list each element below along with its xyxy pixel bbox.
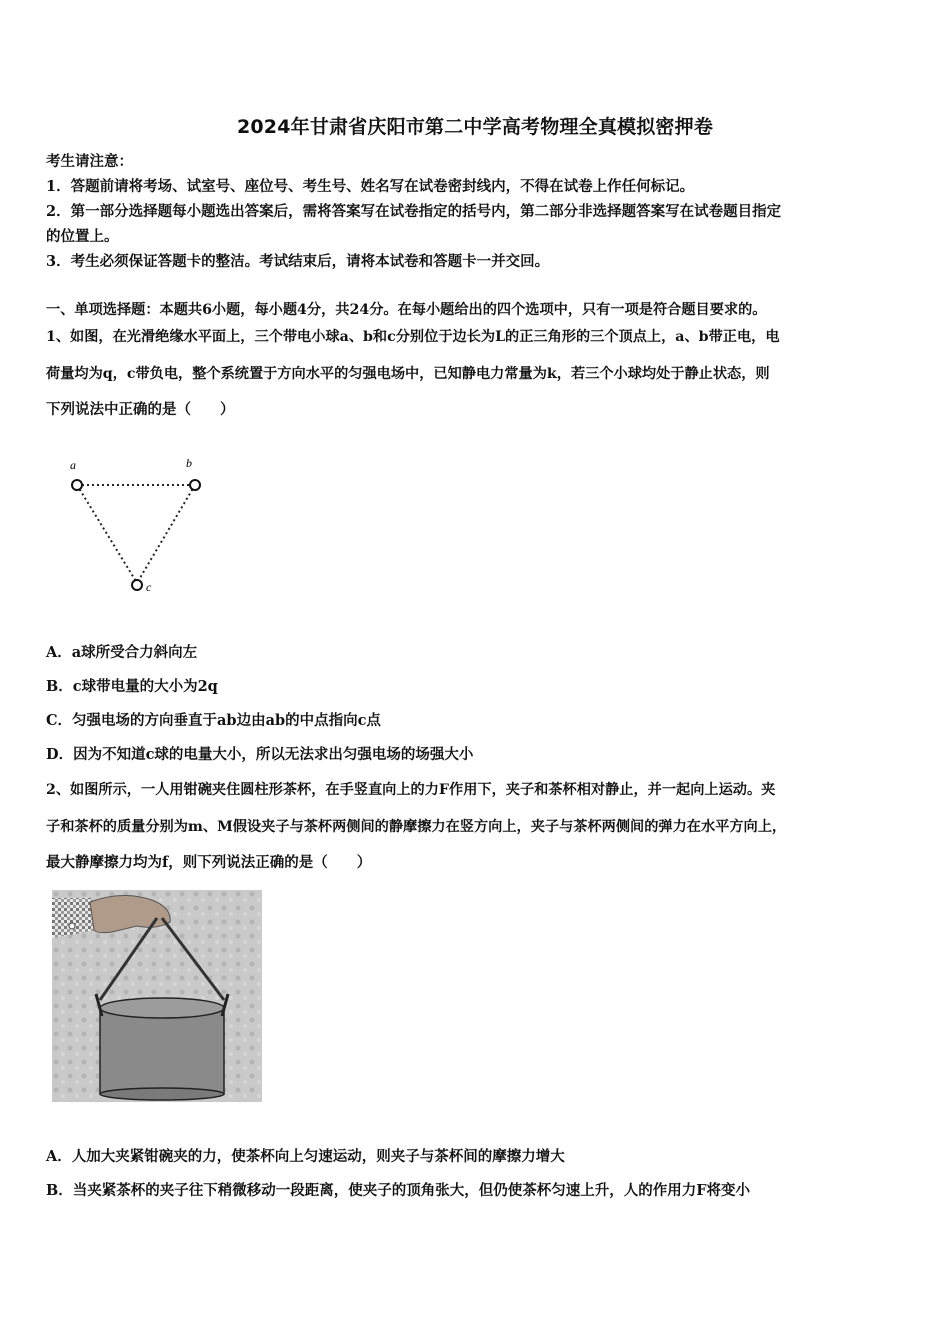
q1-stem-line2: 荷量均为q，c带负电，整个系统置于方向水平的匀强电场中，已知静电力常量为k，若三个小球均处于静止状态，则: [46, 366, 770, 382]
q2-option-b: B．当夹紧茶杯的夹子往下稍微移动一段距离，使夹子的顶角张大，但仍使茶杯匀速上升，人的作用力F将变小: [46, 1182, 751, 1199]
q1-stem-line1: 1、如图，在光滑绝缘水平面上，三个带电小球a、b和c分别位于边长为L的正三角形的三个顶点上，a、b带正电，电: [46, 329, 780, 345]
q1-option-d: D．因为不知道c球的电量大小，所以无法求出匀强电场的场强大小: [46, 746, 474, 763]
ball-c: [132, 580, 142, 590]
q2-stem-line1: 2、如图所示，一人用钳碗夹住圆柱形茶杯，在手竖直向上的力F作用下，夹子和茶杯相对静止，并一起向上运动。夹: [46, 782, 776, 798]
q1-stem-line3: 下列说法中正确的是（ ）: [46, 401, 235, 418]
q2-option-a: A．人加大夹紧钳碗夹的力，使茶杯向上匀速运动，则夹子与茶杯间的摩擦力增大: [46, 1148, 565, 1165]
tea-cup-bottom: [100, 1088, 224, 1100]
side-bc: [137, 485, 195, 583]
q1-option-b: B．c球带电量的大小为2q: [46, 678, 218, 695]
q1-option-c: C．匀强电场的方向垂直于ab边由ab的中点指向c点: [46, 712, 381, 729]
label-b: b: [186, 456, 192, 470]
notice-item-2-cont: 的位置上。: [46, 228, 119, 245]
cuff-button: [69, 923, 75, 929]
q2-stem-line2: 子和茶杯的质量分别为m、M假设夹子与茶杯两侧间的静摩擦力在竖方向上，夹子与茶杯两侧间的弹力在水平方向上，: [46, 819, 787, 835]
notice-item-1: 1．答题前请将考场、试室号、座位号、考生号、姓名写在试卷密封线内，不得在试卷上作任何标记。: [46, 178, 695, 195]
side-ac: [77, 485, 137, 583]
section-heading: 一、单项选择题：本题共6小题，每小题4分，共24分。在每小题给出的四个选项中，只有一项是符合题目要求的。: [46, 302, 767, 318]
triangle-figure: [60, 455, 220, 600]
notice-item-3: 3．考生必须保证答题卡的整洁。考试结束后，请将本试卷和答题卡一并交回。: [46, 253, 550, 270]
q1-option-a: A．a球所受合力斜向左: [46, 644, 198, 661]
label-c: c: [146, 580, 152, 594]
q2-stem-line3: 最大静摩擦力均为f，则下列说法正确的是（ ）: [46, 854, 372, 871]
tea-cup-photo: [52, 890, 262, 1102]
tea-cup-body: [100, 1008, 224, 1094]
page-title: 2024年甘肃省庆阳市第二中学高考物理全真模拟密押卷: [236, 116, 714, 138]
label-a: a: [70, 458, 76, 472]
tea-cup-rim: [100, 998, 224, 1018]
notice-item-2: 2．第一部分选择题每小题选出答案后，需将答案写在试卷指定的括号内，第二部分非选择题答案写在试卷题目指定: [46, 203, 782, 220]
ball-a: [72, 480, 82, 490]
ball-b: [190, 480, 200, 490]
notice-heading: 考生请注意：: [46, 153, 133, 170]
